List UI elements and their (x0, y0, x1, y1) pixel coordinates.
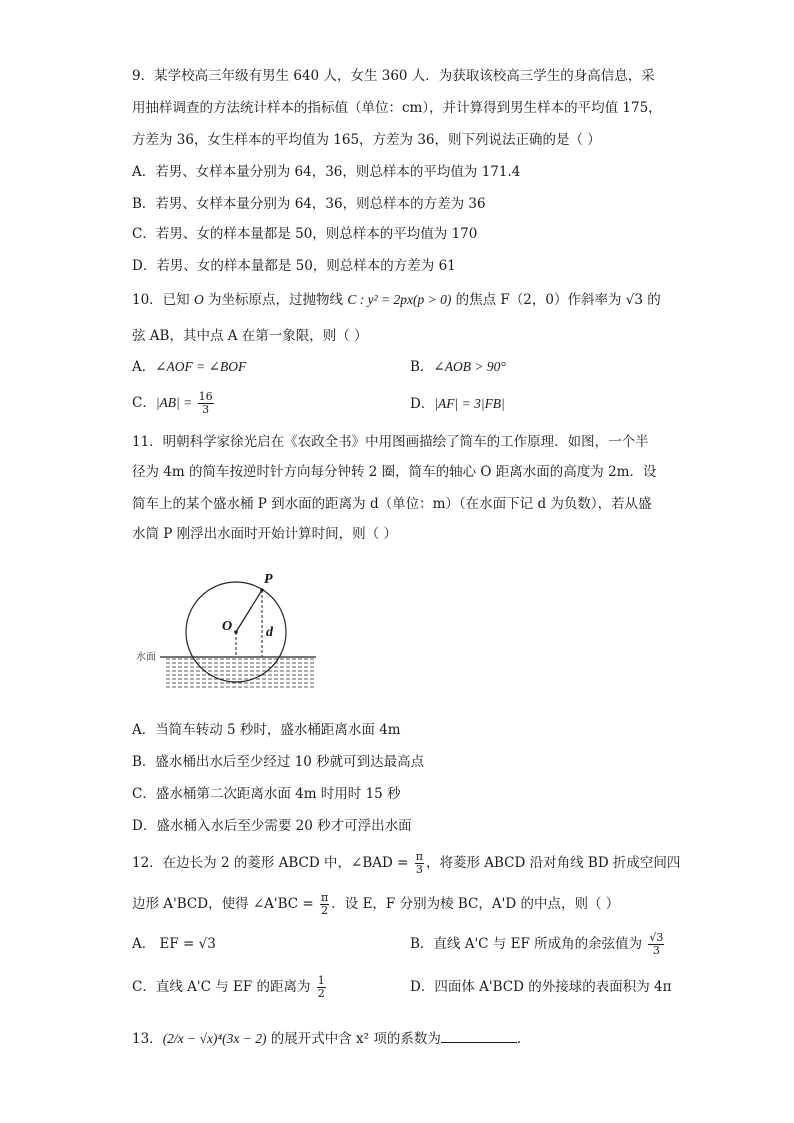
q12-text-b: ，将菱形 ABCD 沿对角线 BD 折成空间四 (425, 855, 681, 871)
q13-prefix: 13． (132, 1031, 163, 1047)
q9-line-1: 9．某学校高三年级有男生 640 人，女生 360 人．为获取该校高三学生的身高信息，采 (132, 68, 655, 84)
q12-text-d: ．设 E，F 分别为棱 BC，A'D 的中点，则（ ） (331, 896, 620, 912)
q12-option-a: A． EF = √3 (132, 936, 216, 952)
q9-line-2: 用抽样调查的方法统计样本的指标值（单位：cm），并计算得到男生样本的平均值 175， (132, 100, 662, 116)
q10-line-2: 弦 AB，其中点 A 在第一象限，则（ ） (132, 328, 368, 344)
q12-option-b-text: B．直线 A'C 与 EF 所成角的余弦值为 (410, 936, 647, 952)
label-water-surface: 水面 (136, 652, 156, 663)
q12-angle-fraction-2 (320, 892, 329, 917)
q11-line-3: 简车上的某个盛水桶 P 到水面的距离为 d（单位：m）（在水面下记 d 为负数），若从盛 (132, 496, 652, 512)
fraction-denominator: 2 (321, 904, 329, 917)
fraction-denominator: 3 (415, 863, 423, 876)
q9-line-3: 方差为 36，女生样本的平均值为 165，方差为 36，则下列说法正确的是（ ） (132, 132, 601, 148)
q12-option-c-text: C．直线 A'C 与 EF 的距离为 (132, 979, 315, 995)
q10-option-b (410, 357, 690, 377)
q9-option-c: C．若男、女的样本量都是 50，则总样本的平均值为 170 (132, 226, 478, 242)
fraction-numerator: π (321, 891, 329, 904)
q10-option-c-fraction (198, 391, 214, 416)
q9-option-d: D．若男、女的样本量都是 50，则总样本的方差为 61 (132, 258, 456, 274)
q10-option-c-expr: |AB| = (155, 395, 196, 410)
q11-line-4: 水筒 P 刚浮出水面时开始计算时间，则（ ） (132, 526, 397, 542)
q13-line (132, 1029, 692, 1049)
q13-suffix: 的展开式中含 x² 项的系数为 (266, 1031, 441, 1047)
fraction-numerator: √3 (649, 931, 664, 944)
fraction-denominator: 3 (202, 403, 210, 416)
q10-option-b-expr: ∠AOB > 90° (433, 359, 506, 374)
fraction-denominator: 3 (652, 944, 660, 957)
q10-option-a-expr: ∠AOF = ∠BOF (155, 359, 247, 374)
q10-option-a-label: A． (132, 359, 156, 375)
q12-text-a: 12．在边长为 2 的菱形 ABCD 中，∠BAD = (132, 855, 413, 871)
q11-option-a: A．当简车转动 5 秒时，盛水桶距离水面 4m (132, 722, 401, 738)
q10-option-b-label: B． (410, 359, 434, 375)
q12-option-d: D．四面体 A'BCD 的外接球的表面积为 4π (410, 979, 672, 995)
fraction-denominator: 2 (317, 987, 325, 1000)
fraction-numerator: 16 (198, 390, 213, 403)
q10-option-d-label: D． (410, 396, 435, 412)
water-wheel-figure (130, 566, 330, 696)
q12-option-b (410, 932, 690, 957)
q12-option-c (132, 975, 392, 1000)
answer-blank[interactable] (441, 1029, 517, 1043)
water-region (164, 658, 316, 690)
label-d: d (266, 625, 273, 640)
fraction-numerator: 1 (317, 974, 325, 987)
q13-end: ． (516, 1031, 531, 1047)
q11-line-1: 11．明朝科学家徐光启在《农政全书》中用图画描绘了简车的工作原理．如图，一个半 (132, 434, 649, 450)
q10-text-e: 的焦点 F（2，0）作斜率为 √3 的 (451, 292, 661, 308)
label-p: P (264, 572, 273, 587)
q9-option-b: B．若男、女样本量分别为 64，36，则总样本的方差为 36 (132, 196, 486, 212)
q10-option-c (132, 391, 402, 416)
q10-line-1 (132, 290, 692, 310)
q11-option-c: C．盛水桶第二次距离水面 4m 时用时 15 秒 (132, 786, 401, 802)
fraction-numerator: π (415, 850, 423, 863)
q11-option-b: B．盛水桶出水后至少经过 10 秒就可到达最高点 (132, 754, 425, 770)
q12-line-2 (132, 892, 692, 917)
q10-text-a: 10．已知 (132, 292, 194, 308)
q10-text-c: 为坐标原点，过抛物线 (203, 292, 348, 308)
q11-option-d: D．盛水桶入水后至少需要 20 秒才可浮出水面 (132, 818, 412, 834)
q10-option-c-label: C． (132, 395, 156, 411)
q12-angle-fraction (415, 851, 424, 876)
q10-option-d-expr: |AF| = 3|FB| (434, 396, 505, 411)
q10-option-d (410, 394, 690, 414)
q10-parabola: C : y² = 2px(p > 0) (347, 292, 452, 307)
q10-origin: O (193, 292, 204, 307)
q12-option-c-fraction (317, 975, 326, 1000)
label-o: O (222, 619, 233, 634)
q13-expression: (2/x − √x)⁴(3x − 2) (162, 1031, 267, 1046)
q12-text-c: 边形 A'BCD，使得 ∠A'BC = (132, 896, 319, 912)
q12-option-b-fraction (648, 932, 664, 957)
radius-line (236, 590, 262, 632)
q12-line-1 (132, 851, 692, 876)
q9-option-a: A．若男、女样本量分别为 64，36，则总样本的平均值为 171.4 (132, 164, 521, 180)
q11-line-2: 径为 4m 的简车按逆时针方向每分钟转 2 圈，简车的轴心 O 距离水面的高度为 2m．设 (132, 464, 657, 480)
